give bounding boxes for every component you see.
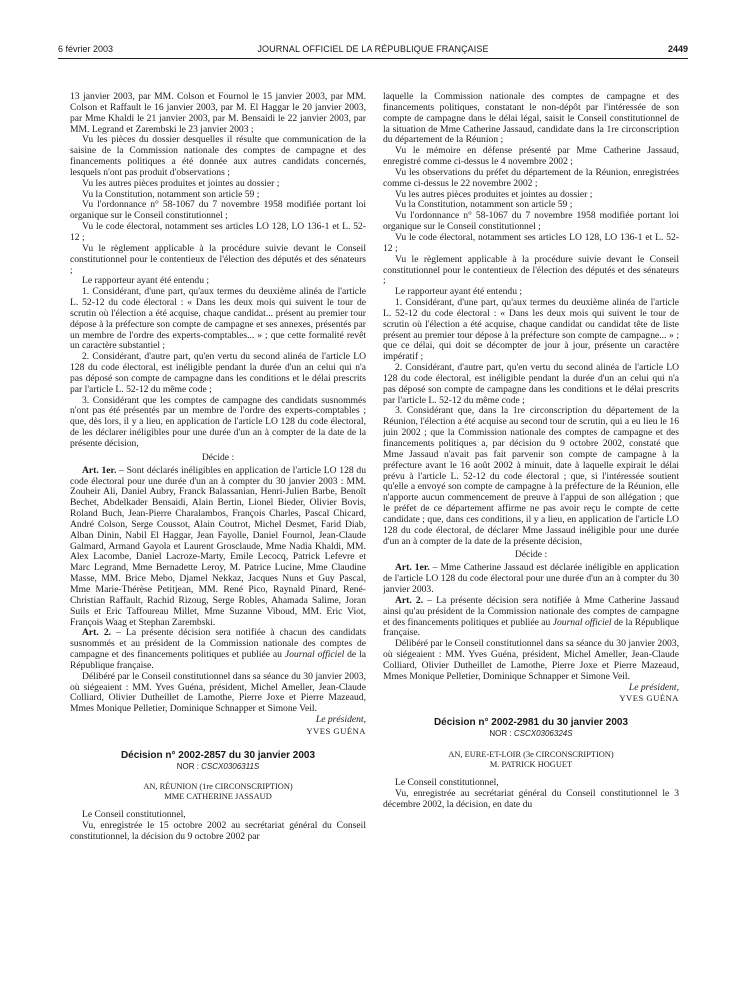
nor-code: CSCX0306311S — [201, 761, 260, 771]
paragraph: Le rapporteur ayant été entendu ; — [395, 286, 523, 298]
deliberation: Délibéré par le Conseil constitutionnel dans sa séance du 30 janvier 2003, où siégeaient : MM. Yves Guéna, président, Michel Ameller, Jean-Claude Colliard, Olivier Dutheillet de Lamothe, Pierre Joxe et Pierre Mazeaud, Mmes Monique Pelletier, Dominique Schnapper et Simone Veil. — [383, 638, 679, 682]
paragraph: Vu la Constitution, notamment son article 59 ; — [395, 199, 573, 211]
paragraph: 2. Considérant, d'autre part, qu'en vertu du second alinéa de l'article LO 128 du code électoral, est inéligible pendant la durée d'un an celui qui n'a pas déposé son compte de campagne dans les conditions et le délai prescrits par l'article L. 52-12 du même code ; — [70, 351, 366, 395]
nor-reference — [383, 729, 679, 740]
decide-heading: Décide : — [514, 549, 548, 561]
paragraph: laquelle la Commission nationale des comptes de campagne et des financements politiques, constatant le non-dépôt par l'intéressée de son compte de campagne dans le délai légal, saisit le Conseil constitutionnel de la situation de Mme Catherine Jassaud, candidate dans la 1re circonscription du département de la Réunion ; — [383, 92, 679, 146]
article-text: – La présente décision sera notifiée à Mme Catherine Jassaud ainsi qu'au président de la Commission nationale des comptes de campagne et des financements politiques et publiée au — [383, 594, 679, 628]
article-text: – Mme Catherine Jassaud est déclarée inéligible en application de l'article LO 128 du code électoral pour une durée d'un an à compter du 30 janvier 2003. — [383, 562, 679, 595]
paragraph: Le Conseil constitutionnel, — [82, 809, 186, 821]
circonscription: AN, EURE-ET-LOIR (3e CIRCONSCRIPTION) — [448, 749, 614, 759]
paragraph: Vu le règlement applicable à la procédure suivie devant le Conseil constitutionnel pour le contentieux de l'élection des députés et des sénateurs ; — [70, 242, 366, 276]
paragraph: 1. Considérant, d'une part, qu'aux termes du deuxième alinéa de l'article L. 52-12 du code électoral : « Dans les deux mois qui suivent le tour de scrutin où l'élection a été acquise, chaque candidat ou candidat tête de liste présent au premier tour dépose à la préfecture son compte de campagne... » ; que ce délai, qui doit se décompter de jour à jour, présente un caractère impératif ; — [383, 297, 679, 363]
paragraph: Vu, enregistrée le 15 octobre 2002 au secrétariat général du Conseil constitutionnel, la décision du 9 octobre 2002 par — [70, 820, 366, 843]
page-header — [58, 44, 688, 58]
paragraph: Vu la Constitution, notamment son article 59 ; — [82, 188, 260, 200]
article-text: – Sont déclarés inéligibles en application de l'article LO 128 du code électoral pour une durée d'un an à compter du 30 janvier 2003 : MM. Zouheir Ali, Daniel Aubry, Franck Balassanian, Henri-Julien Barbe, Benoît Bechet, Abdelkader Bensaidi, Alain Bertin, Lionel Bieder, Olivier Bovis, Roland Buch, Jean-Pierre Charalambos, François Charles, Pascal Chicard, André Colson, Serge Coussot, Alain Coutrot, Michel Desmet, Farid Diab, Alban Dinin, Nabil El Haggar, Jean Fayolle, Daniel Fournol, Jean-Claude Galmard, Armand Gayola et Laurent Grosclaude, Mme Nadia Khaldi, MM. Alex Lacombe, Daniel Lacroze-Marty, Emile Lecocq, Patrick Lefevre et Marc Legrand, Mme Bernadette Leroy, M. Patrice Lucine, Mme Claudine Masse, MM. Brice Mebo, Djamel Nekkaz, Jacques Nuns et Guy Pascal, Mme Marie-Thérèse Petitjean, MM. René Pico, Raynald Pinard, René-Christian Raffault, Rachid Rizoug, Serge Robles, Ahamada Salime, Joran Suils et Eric Taffoureau Millet, Mme Suzanne Viboud, MM. Eric Viot, François Waag et Stephan Zarembski. — [70, 464, 366, 628]
header-date: 6 février 2003 — [58, 44, 114, 54]
right-column — [383, 92, 679, 978]
paragraph: 2. Considérant, d'autre part, qu'en vertu du second alinéa de l'article LO 128 du code électoral, est inéligible pendant la durée d'un an celui qui n'a pas déposé son compte de campagne dans les conditions et le délai prescrits par l'article L. 52-12 du même code ; — [383, 362, 679, 406]
left-column — [70, 92, 366, 978]
article-2 — [383, 596, 679, 639]
paragraph: Vu le code électoral, notamment ses articles LO 128, LO 136-1 et L. 52-12 ; — [383, 231, 679, 254]
paragraph: Vu le mémoire en défense présenté par Mme Catherine Jassaud, enregistré comme ci-dessus le 4 novembre 2002 ; — [383, 145, 679, 168]
signature-name: YVES GUÉNA — [306, 725, 366, 736]
paragraph: 13 janvier 2003, par MM. Colson et Fournol le 15 janvier 2003, par MM. Colson et Raffault le 16 janvier 2003, par M. El Haggar le 20 janvier 2003, par Mme Khaldi le 21 janvier 2003, par M. Bensaidi le 22 janvier 2003, par MM. Legrand et Zarembski le 23 janvier 2003 ; — [70, 92, 366, 135]
journal-title: JOURNAL OFFICIEL DE LA RÉPUBLIQUE FRANÇAISE — [257, 44, 489, 54]
nor-reference — [70, 762, 366, 773]
journal-name: Journal officiel — [552, 616, 612, 628]
paragraph: Vu les autres pièces produites et jointes au dossier ; — [395, 188, 593, 200]
paragraph: Le rapporteur ayant été entendu ; — [82, 275, 210, 287]
paragraph: Vu les autres pièces produites et jointes au dossier ; — [82, 177, 280, 189]
signature-title: Le président, — [628, 681, 679, 693]
decision-title: Décision n° 2002-2981 du 30 janvier 2003 — [433, 717, 629, 729]
signature-title: Le président, — [315, 714, 366, 726]
paragraph: Vu les pièces du dossier desquelles il résulte que communication de la saisine de la Commission nationale des comptes de campagne et des financements politiques a été donnée aux autres candidats concernés, lesquels n'ont pas produit d'observations ; — [70, 134, 366, 178]
paragraph: 1. Considérant, d'une part, qu'aux termes du deuxième alinéa de l'article L. 52-12 du code électoral : « Dans les deux mois qui suivent le tour de scrutin où l'élection a été acquise, chaque candidat... présent au premier tour dépose à la préfecture son compte de campagne et ses annexes, présentés par un membre de l'ordre des experts-comptables... » ; que cette formalité revêt un caractère substantiel ; — [70, 286, 366, 352]
nor-code: CSCX0306324S — [513, 729, 573, 739]
candidate-name: MME CATHERINE JASSAUD — [164, 792, 272, 802]
journal-name: Journal officiel — [284, 649, 345, 661]
article-label: Art. 1er. — [395, 562, 430, 574]
nor-label: NOR : — [176, 761, 202, 771]
paragraph: Vu, enregistrée au secrétariat général du Conseil constitutionnel le 3 décembre 2002, la décision, en date du — [383, 787, 679, 810]
decide-heading: Décide : — [201, 451, 235, 463]
article-text: – La présente décision sera notifiée à chacun des candidats susnommés et au président de la Commission nationale des comptes de campagne et des financements politiques et publiée au — [70, 627, 366, 661]
paragraph: Vu le code électoral, notamment ses articles LO 128, LO 136-1 et L. 52-12 ; — [70, 221, 366, 243]
decision-title: Décision n° 2002-2857 du 30 janvier 2003 — [120, 749, 316, 761]
article-label: Art. 2. — [82, 627, 112, 639]
paragraph: 3. Considérant que, dans la 1re circonscription du département de la Réunion, l'élection a été acquise au second tour de scrutin, qui a eu lieu le 16 juin 2002 ; que la Commission nationale des comptes de campagne et des financements politiques a, par décision du 9 octobre 2002, constaté que Mme Jassaud n'avait pas fait parvenir son compte de campagne à la préfecture avant le 16 août 2002 à minuit, date à laquelle expirait le délai prévu à l'article L. 52-12 du code électoral ; que, si l'intéressée soutient qu'elle a envoyé son compte de campagne à la préfecture de la Réunion, elle n'apporte aucun commencement de preuve à l'appui de son allégation ; que le préfet de ce département affirme ne pas avoir reçu le compte de cette candidate ; que, dans ces conditions, il y a lieu, en application de l'article LO 128 du code électoral, de déclarer Mme Jassaud inéligible pour une durée d'un an à compter de la date de la présente décision, — [383, 405, 679, 547]
paragraph: Le Conseil constitutionnel, — [395, 776, 499, 788]
article-2 — [70, 628, 366, 671]
paragraph: Vu l'ordonnance n° 58-1067 du 7 novembre 1958 modifiée portant loi organique sur le Conseil constitutionnel ; — [383, 210, 679, 233]
circonscription: AN, RÉUNION (1re CIRCONSCRIPTION) — [143, 782, 293, 792]
candidate-name: M. PATRICK HOGUET — [489, 759, 573, 769]
deliberation: Délibéré par le Conseil constitutionnel dans sa séance du 30 janvier 2003, où siégeaient : MM. Yves Guéna, président, Michel Ameller, Jean-Claude Colliard, Olivier Dutheillet de Lamothe, Pierre Joxe et Pierre Mazeaud, Mmes Monique Pelletier, Dominique Schnapper et Simone Veil. — [70, 670, 366, 715]
article-text: de la République française. — [383, 616, 679, 639]
article-1 — [70, 466, 366, 629]
article-label: Art. 1er. — [82, 464, 117, 476]
page-number: 2449 — [667, 44, 688, 54]
header-rule — [58, 58, 688, 59]
article-label: Art. 2. — [395, 594, 424, 606]
signature-name: YVES GUÉNA — [619, 693, 679, 704]
nor-label: NOR : — [489, 729, 514, 739]
paragraph: 3. Considérant que les comptes de campagne des candidats susnommés n'ont pas été présentés par un membre de l'ordre des experts-comptables ; que, dès lors, il y a lieu, en application de l'article LO 128 du code électoral, de les déclarer inéligibles pour une durée d'un an à compter de la date de la présente décision, — [70, 394, 366, 449]
article-1 — [383, 563, 679, 596]
paragraph: Vu les observations du préfet du département de la Réunion, enregistrées comme ci-dessus le 22 novembre 2002 ; — [383, 166, 679, 189]
article-text: de la République française. — [70, 649, 366, 671]
paragraph: Vu l'ordonnance n° 58-1067 du 7 novembre 1958 modifiée portant loi organique sur le Conseil constitutionnel ; — [70, 199, 366, 222]
paragraph: Vu le règlement applicable à la procédure suivie devant le Conseil constitutionnel pour le contentieux de l'élection des députés et des sénateurs ; — [383, 253, 679, 287]
